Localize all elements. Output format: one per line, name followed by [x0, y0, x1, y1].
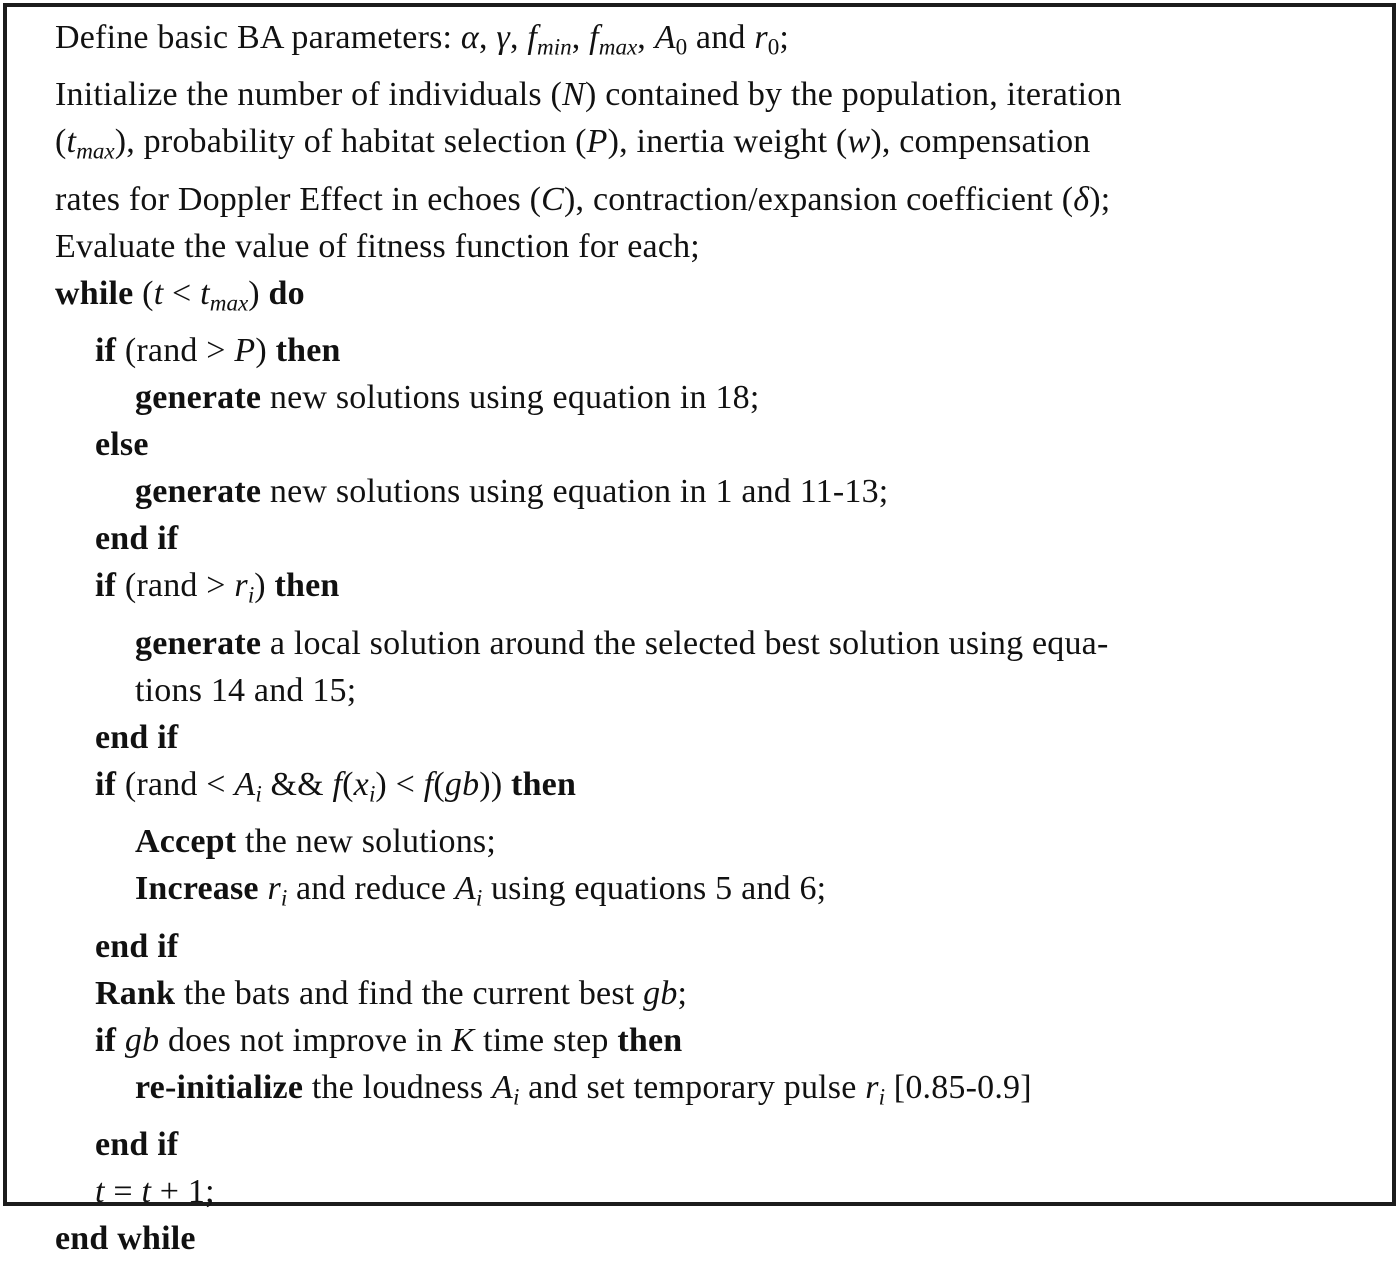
algorithm-text: (: [133, 274, 154, 312]
algorithm-line: [55, 714, 1382, 761]
algorithm-text: i: [280, 885, 288, 912]
keyword-text: then: [275, 332, 341, 370]
algorithm-text: A: [454, 870, 476, 908]
algorithm-text: δ: [1073, 180, 1090, 218]
keyword-text: then: [617, 1021, 683, 1059]
algorithm-text: [116, 1022, 125, 1059]
keyword-text: end if: [95, 520, 179, 558]
algorithm-pseudocode-box: [3, 3, 1396, 1258]
algorithm-text: f: [332, 765, 343, 803]
algorithm-text: (: [55, 123, 67, 161]
algorithm-text: α: [460, 19, 479, 56]
algorithm-text: t: [153, 274, 164, 312]
algorithm-line: [55, 865, 1382, 922]
keyword-text: end while: [55, 1220, 196, 1258]
algorithm-text: rates for Doppler Effect in echoes (: [55, 180, 542, 218]
algorithm-line: [55, 270, 1382, 327]
keyword-text: end if: [95, 927, 179, 965]
algorithm-text: P: [234, 332, 256, 370]
algorithm-line: [55, 1168, 1382, 1215]
algorithm-line: [55, 761, 1382, 818]
algorithm-text: (: [433, 765, 445, 803]
algorithm-text: [0.85-0.9]: [885, 1068, 1032, 1106]
algorithm-line: [55, 1017, 1382, 1064]
algorithm-text: ), contraction/expansion coefficient (: [564, 180, 1074, 218]
algorithm-text: r: [754, 19, 768, 56]
algorithm-text: gb: [444, 765, 480, 803]
keyword-text: if: [95, 567, 117, 605]
algorithm-text: &&: [261, 765, 333, 803]
algorithm-text: min: [537, 34, 572, 61]
algorithm-text: r: [267, 870, 281, 908]
keyword-text: while: [55, 274, 134, 312]
algorithm-text: the new solutions;: [236, 823, 496, 861]
algorithm-text: ,: [509, 19, 528, 56]
algorithm-line: [55, 923, 1382, 970]
algorithm-text: i: [475, 885, 483, 912]
algorithm-text: x: [353, 765, 369, 803]
algorithm-line: [55, 176, 1382, 223]
algorithm-text: i: [878, 1084, 886, 1111]
algorithm-text: ) <: [375, 765, 424, 803]
algorithm-line: [55, 468, 1382, 515]
algorithm-text: ) contained by the population, iteration: [584, 76, 1122, 114]
algorithm-text: a local solution around the selected best solution using equa-: [261, 624, 1109, 662]
algorithm-text: ), compensation: [870, 123, 1091, 161]
algorithm-line: [55, 1064, 1382, 1121]
algorithm-text: new solutions using equation in 1 and 11-13;: [261, 473, 889, 511]
algorithm-line: [55, 667, 1382, 714]
keyword-text: if: [95, 1021, 117, 1059]
algorithm-text: ,: [478, 19, 497, 56]
algorithm-line: [55, 118, 1382, 175]
algorithm-line: [55, 515, 1382, 562]
algorithm-text: time step: [474, 1021, 618, 1059]
algorithm-line: [55, 1215, 1382, 1262]
algorithm-text: f: [423, 765, 434, 803]
keyword-text: Accept: [135, 823, 237, 861]
algorithm-text: ;: [779, 19, 789, 56]
keyword-text: re-initialize: [135, 1068, 304, 1106]
algorithm-text: t: [66, 123, 77, 161]
algorithm-line: [55, 970, 1382, 1017]
algorithm-text: f: [589, 19, 599, 56]
keyword-text: if: [95, 765, 117, 803]
algorithm-text: A: [654, 19, 676, 56]
algorithm-text: and: [687, 19, 755, 56]
algorithm-text: r: [234, 567, 248, 605]
algorithm-text: 0: [767, 34, 780, 61]
algorithm-text: and reduce: [287, 870, 455, 908]
algorithm-text: does not improve in: [159, 1021, 452, 1059]
keyword-text: else: [95, 426, 149, 464]
algorithm-text: A: [234, 765, 256, 803]
algorithm-text: N: [562, 76, 585, 114]
algorithm-text: (rand <: [116, 765, 235, 803]
algorithm-text: using equations 5 and 6;: [482, 870, 827, 908]
algorithm-line: [55, 71, 1382, 118]
keyword-text: generate: [135, 624, 262, 662]
algorithm-line: [55, 1121, 1382, 1168]
algorithm-text: max: [598, 34, 638, 61]
algorithm-text: );: [1089, 180, 1111, 218]
algorithm-text: Define basic BA parameters:: [55, 19, 461, 56]
algorithm-text: ): [248, 274, 269, 312]
algorithm-text: ;: [677, 974, 688, 1012]
keyword-text: then: [511, 765, 577, 803]
algorithm-text: t: [95, 1173, 105, 1211]
algorithm-text: max: [76, 138, 115, 165]
algorithm-text: gb: [643, 974, 678, 1012]
keyword-text: generate: [135, 473, 262, 511]
algorithm-text: new solutions using equation in 18;: [261, 379, 760, 417]
algorithm-text: (rand >: [116, 332, 235, 370]
algorithm-text: w: [847, 123, 871, 161]
algorithm-text: Evaluate the value of fitness function for each;: [55, 227, 700, 265]
algorithm-text: i: [368, 781, 376, 808]
keyword-text: Rank: [95, 974, 176, 1012]
algorithm-line: [55, 14, 1382, 71]
algorithm-text: i: [512, 1084, 520, 1111]
algorithm-text: ): [255, 332, 276, 370]
algorithm-line: [55, 562, 1382, 619]
algorithm-text: =: [104, 1173, 142, 1211]
keyword-text: generate: [135, 379, 262, 417]
algorithm-text: 0: [675, 34, 688, 61]
keyword-text: then: [274, 567, 340, 605]
algorithm-text: f: [527, 19, 538, 56]
algorithm-line: [55, 620, 1382, 667]
algorithm-text: γ: [496, 19, 510, 56]
algorithm-text: gb: [124, 1021, 160, 1059]
algorithm-text: + 1;: [151, 1173, 215, 1211]
algorithm-text: the loudness: [303, 1068, 492, 1106]
algorithm-text: <: [163, 274, 201, 312]
algorithm-text: ), probability of habitat selection (: [114, 123, 587, 161]
algorithm-text: and set temporary pulse: [519, 1068, 866, 1106]
algorithm-text: i: [255, 781, 262, 808]
algorithm-line: [55, 818, 1382, 865]
algorithm-line: [55, 327, 1382, 374]
algorithm-text: t: [141, 1173, 152, 1211]
algorithm-text: Initialize the number of individuals (: [55, 76, 563, 114]
algorithm-text: C: [541, 180, 565, 218]
algorithm-text: i: [247, 582, 255, 609]
algorithm-line: [55, 421, 1382, 468]
algorithm-text: ,: [637, 19, 655, 56]
algorithm-text: P: [586, 123, 608, 161]
algorithm-line: [55, 374, 1382, 421]
algorithm-text: (: [342, 765, 354, 803]
keyword-text: if: [95, 332, 117, 370]
algorithm-text: ): [254, 567, 275, 605]
algorithm-text: (rand >: [116, 567, 235, 605]
algorithm-text: tions 14 and 15;: [135, 671, 357, 709]
algorithm-text: A: [491, 1068, 513, 1106]
algorithm-text: the bats and find the current best: [175, 974, 644, 1012]
algorithm-text: r: [865, 1068, 879, 1106]
algorithm-line: [55, 223, 1382, 270]
algorithm-text: ), inertia weight (: [607, 123, 848, 161]
keyword-text: Increase: [135, 870, 259, 908]
keyword-text: do: [268, 274, 305, 312]
algorithm-text: K: [451, 1021, 475, 1059]
algorithm-text: max: [209, 290, 249, 317]
keyword-text: end if: [95, 1126, 179, 1164]
algorithm-text: t: [200, 274, 210, 312]
algorithm-text: ,: [571, 19, 590, 56]
algorithm-text: )): [479, 765, 512, 803]
keyword-text: end if: [95, 718, 179, 756]
